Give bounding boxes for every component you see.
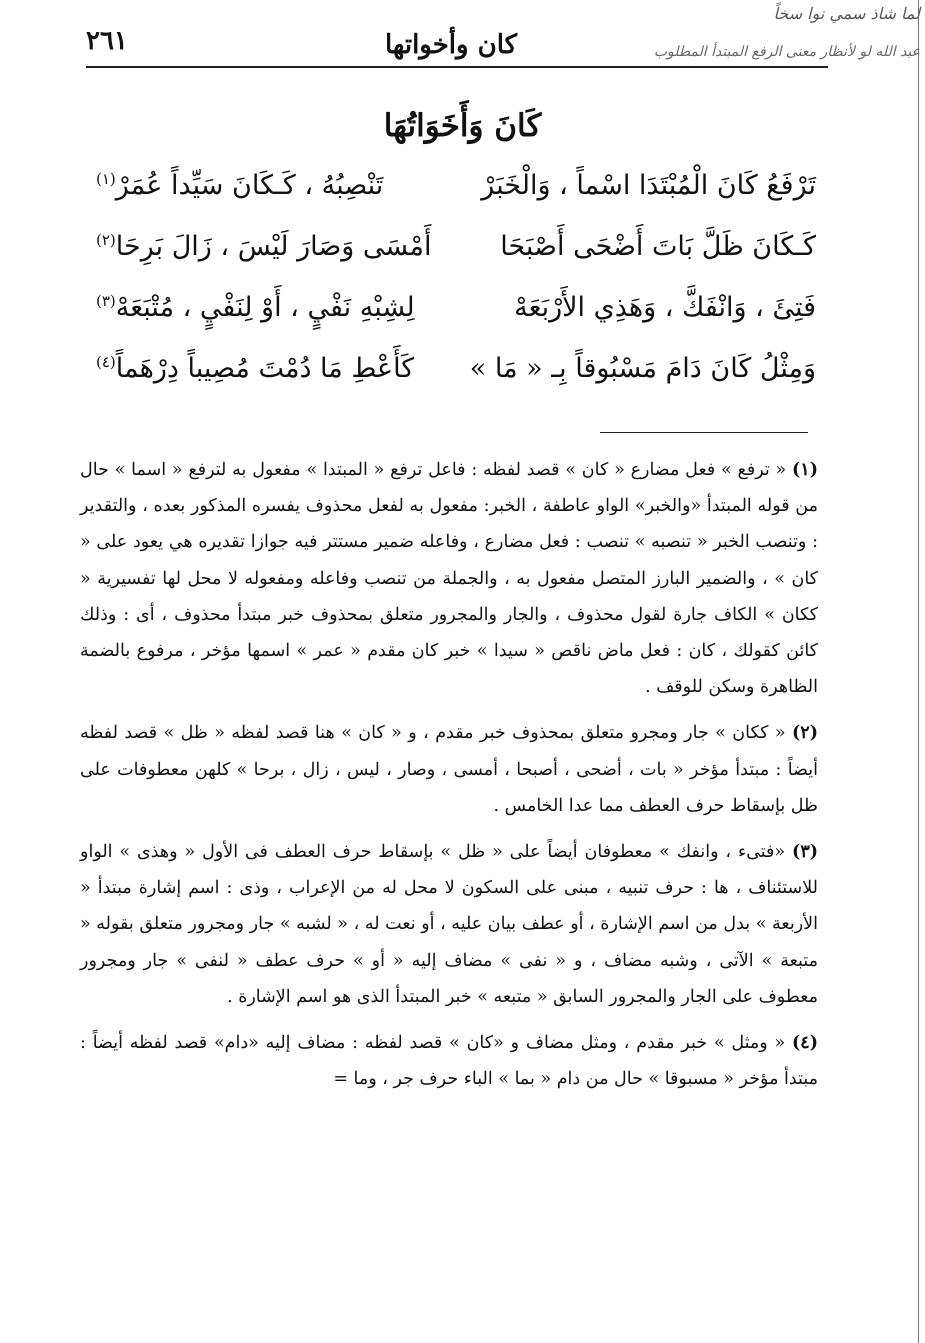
footnote-number: (٢) (792, 723, 818, 744)
verse-line (96, 162, 816, 223)
footnote-ref: (١) (96, 170, 116, 188)
verse-first-hemistich: وَمِثْلُ كَانَ دَامَ مَسْبُوقاً بِـ « مَا » (469, 353, 816, 384)
section-title: كَانَ وَأَخَوَاتُهَا (383, 108, 542, 144)
footnote (80, 715, 818, 824)
footnote-number: (٤) (792, 1033, 818, 1054)
verse-block (96, 162, 816, 406)
verse-first-hemistich: كَـكَانَ ظَلَّ بَاتَ أَضْحَى أَصْبَحَا (500, 231, 816, 262)
footnote-text: « ككان » جار ومجرو متعلق بمحذوف خبر مقدم ، و « كان » هنا قصد لفظه « ظل » قصد لفظه أيضاً : مبتدأ مؤخر « بات ، أضحى ، أصبحا ، أمسى ، وصار ، ليس ، زال ، برحا » كلهن معطوفات على ظل بإسقاط حرف العطف مما عدا الخامس . (80, 723, 818, 816)
header-rule (86, 66, 828, 68)
verse-first-hemistich: تَرْفَعُ كَانَ الْمُبْتَدَا اسْماً ، وَالْخَبَرْ (481, 170, 816, 201)
page-edge-line (918, 0, 919, 1343)
page-header (86, 18, 816, 66)
verse-second-hemistich (96, 231, 431, 262)
verse-text: أَمْسَى وَصَارَ لَيْسَ ، زَالَ بَرِحَا (115, 231, 432, 262)
footnote-text: «فتىء ، وانفك » معطوفان أيضاً على « ظل » بإسقاط حرف العطف فى الأول « وهذى » الواو للاستئناف ، ها : حرف تنبيه ، مبنى على السكون لا محل له من الإعراب ، وذى : اسم إشارة مبتدأ « الأربعة » بدل من اسم الإشارة ، أو عطف بيان عليه ، أو نعت له ، « لشبه » جار ومجرور متعلق بقوله « متبعة » الآتى ، وشبه مضاف ، و « نفى » مضاف إليه « أو » حرف عطف « لنفى » جار ومجرور معطوف على الجار والمجرور السابق « متبعه » خبر المبتدأ الذى هو اسم الإشارة . (80, 842, 818, 1007)
verse-text: لِشِبْهِ نَفْيٍ ، أَوْ لِنَفْيٍ ، مُتْبَعَهْ (115, 292, 415, 323)
verse-text: كَأَعْطِ مَا دُمْتَ مُصِيباً دِرْهَماً (115, 353, 415, 384)
footnotes (80, 452, 818, 1097)
footnote (80, 452, 818, 705)
footnote-ref: (٣) (96, 292, 116, 310)
verse-second-hemistich (96, 353, 414, 384)
verse-first-hemistich: فَتِئَ ، وَانْفَكَّ ، وَهَذِي الأَرْبَعَهْ (514, 292, 816, 323)
running-title: كان وأخواتها (384, 30, 518, 60)
footnote (80, 1025, 818, 1097)
footnote-text: « ومثل » خبر مقدم ، ومثل مضاف و «كان » قصد لفظه : مضاف إليه «دام» قصد لفظه أيضاً : مبتدأ مؤخر « مسبوقا » حال من دام « بما » الباء حرف جر ، وما = (80, 1033, 818, 1090)
verse-second-hemistich (96, 292, 415, 323)
footnote-ref: (٢) (96, 231, 116, 249)
handwritten-note: عبد الله لو لأنظار معنى الرفع المبتدأ المطلوب (653, 44, 920, 60)
verse-text: تَنْصِبُهُ ، كَـكَانَ سَيِّداً عُمَرْ (115, 170, 384, 201)
footnote-number: (١) (792, 460, 818, 480)
footnote (80, 834, 818, 1015)
footnote-number: (٣) (792, 842, 818, 863)
handwritten-note: لما شاذ سمي نوا سخاً (773, 4, 920, 23)
verse-line (96, 284, 816, 345)
page-number: ٢٦١ (86, 26, 128, 56)
footnote-separator (600, 432, 808, 433)
verse-second-hemistich (96, 170, 383, 201)
footnote-text: « ترفع » فعل مضارع « كان » قصد لفظه : فاعل ترفع « المبتدا » مفعول به لترفع « اسما » حال من قوله المبتدأ «والخبر» الواو عاطفة ، الخبر: مفعول به لفعل محذوف يفسره المذكور بعده ، والتقدير : وتنصب الخبر « تنصبه » تنصب : فعل مضارع ، وفاعله ضمير مستتر فيه جوازا تقديره هي يعود على « كان » ، والضمير البارز المتصل مفعول به ، والجملة من تنصب وفاعله ومفعوله لا محل لها تفسيرية « ككان » الكاف جارة لقول محذوف ، والجار والمجرور متعلق بمحذوف خبر مبتدأ محذوف ، أى : وذلك كائن كقولك ، كان : فعل ماض ناقص « سيدا » خبر كان مقدم « عمر » اسمها مؤخر ، مرفوع بالضمة الظاهرة وسكن للوقف . (80, 460, 818, 698)
footnote-ref: (٤) (96, 353, 116, 371)
verse-line (96, 223, 816, 284)
verse-line (96, 345, 816, 406)
